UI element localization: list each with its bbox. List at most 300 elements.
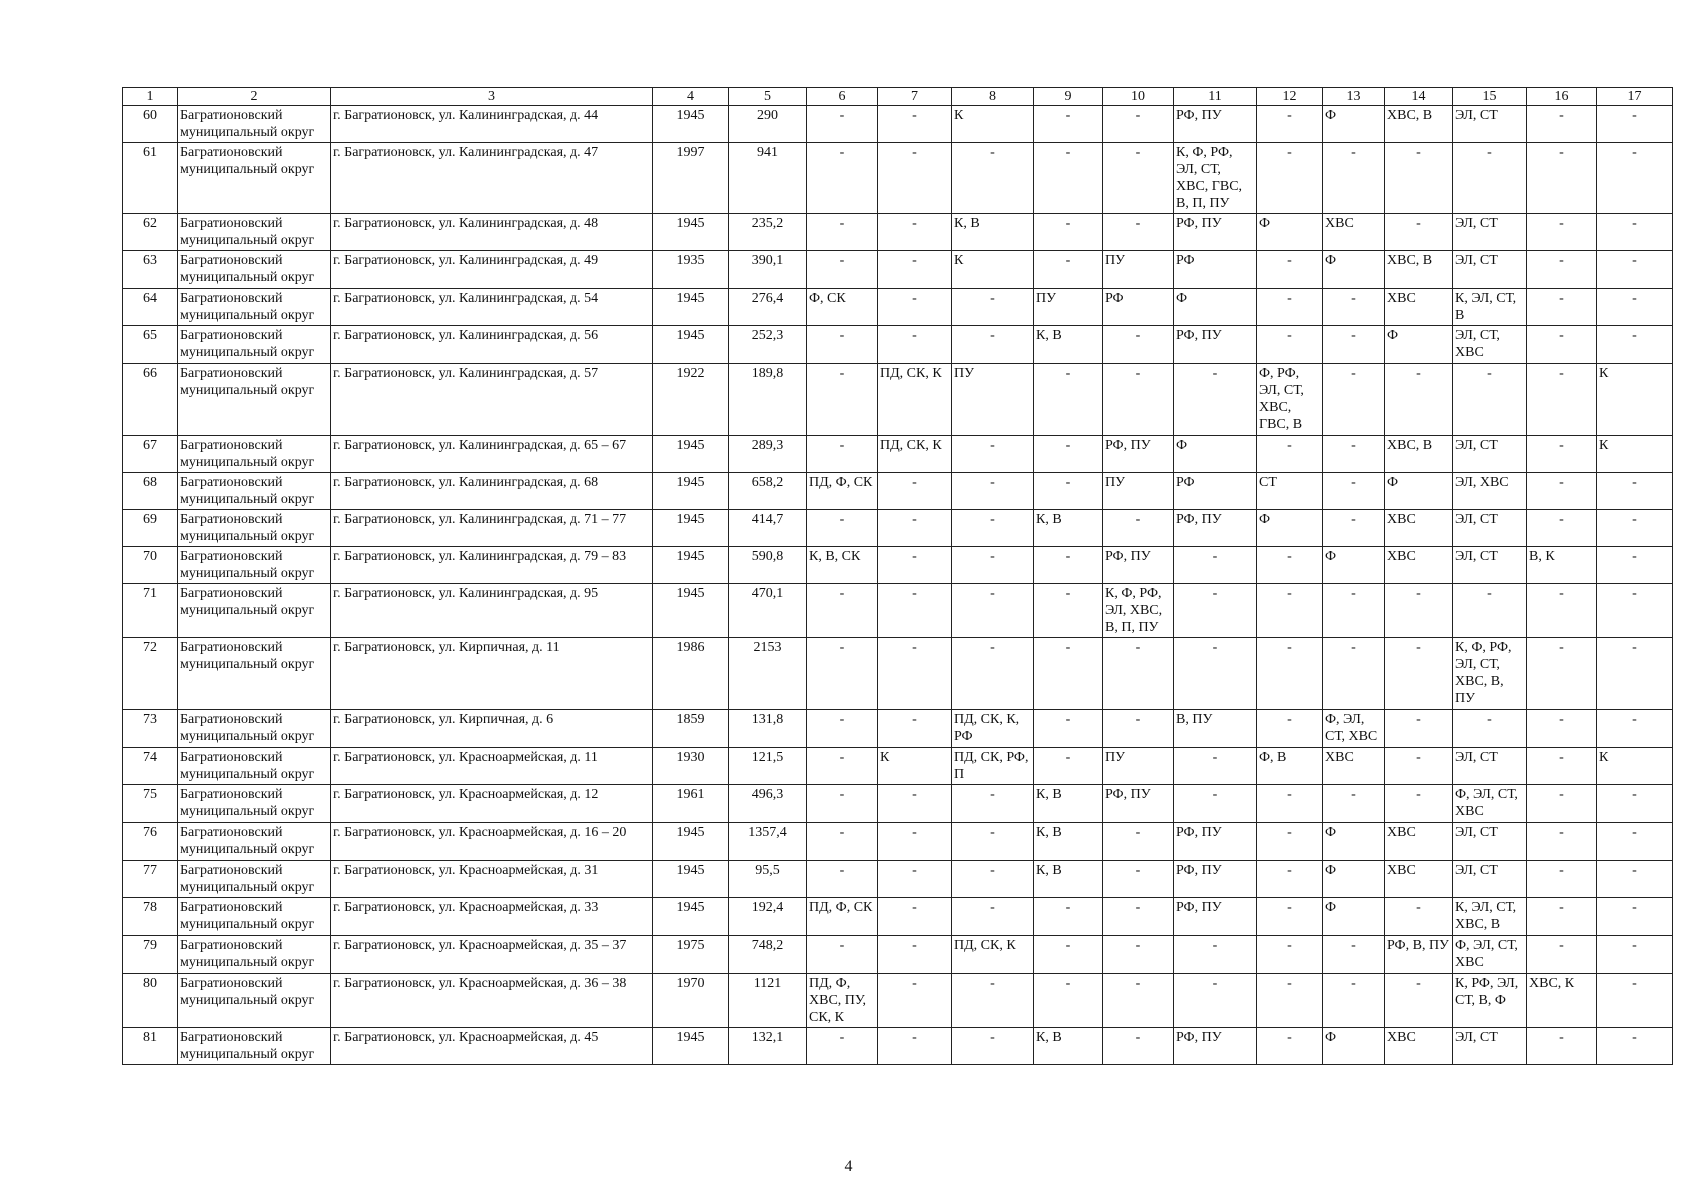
table-cell-col-1: 63 [123, 251, 178, 289]
table-cell-col-6: Ф, СК [807, 289, 878, 326]
table-cell-col-5: 496,3 [729, 785, 807, 823]
table-cell-col-10: РФ, ПУ [1103, 785, 1174, 823]
table-cell-col-3: г. Багратионовск, ул. Красноармейская, д. 16 – 20 [331, 823, 653, 861]
table-cell-col-8: - [952, 1028, 1034, 1065]
table-cell-col-14: - [1385, 898, 1453, 936]
table-cell-col-12: - [1257, 1028, 1323, 1065]
table-cell-col-6: - [807, 823, 878, 861]
table-cell-col-9: - [1034, 364, 1103, 436]
table-cell-col-8: ПД, СК, К, РФ [952, 710, 1034, 748]
column-number-3: 3 [331, 88, 653, 106]
table-cell-col-5: 131,8 [729, 710, 807, 748]
table-cell-col-15: ЭЛ, СТ [1453, 1028, 1527, 1065]
table-cell-col-10: - [1103, 214, 1174, 251]
table-cell-col-15: ЭЛ, ХВС [1453, 473, 1527, 510]
table-cell-col-10: - [1103, 823, 1174, 861]
table-cell-col-16: - [1527, 584, 1597, 638]
table-cell-col-6: - [807, 326, 878, 364]
table-cell-col-8: - [952, 326, 1034, 364]
table-cell-col-7: - [878, 214, 952, 251]
table-cell-col-13: ХВС [1323, 214, 1385, 251]
table-cell-col-11: К, Ф, РФ, ЭЛ, СТ, ХВС, ГВС, В, П, ПУ [1174, 143, 1257, 214]
table-cell-col-8: - [952, 473, 1034, 510]
table-cell-col-7: - [878, 710, 952, 748]
table-cell-col-1: 62 [123, 214, 178, 251]
table-cell-col-13: - [1323, 974, 1385, 1028]
table-cell-col-10: - [1103, 1028, 1174, 1065]
table-cell-col-7: - [878, 823, 952, 861]
table-cell-col-1: 77 [123, 861, 178, 898]
table-cell-col-12: СТ [1257, 473, 1323, 510]
table-cell-col-17: - [1597, 1028, 1673, 1065]
table-cell-col-3: г. Багратионовск, ул. Калининградская, д. 65 – 67 [331, 436, 653, 473]
table-row [123, 638, 1673, 710]
table-cell-col-4: 1945 [653, 326, 729, 364]
table-cell-col-4: 1945 [653, 898, 729, 936]
table-cell-col-6: - [807, 143, 878, 214]
table-cell-col-3: г. Багратионовск, ул. Калининградская, д. 95 [331, 584, 653, 638]
table-cell-col-12: - [1257, 436, 1323, 473]
table-cell-col-11: РФ, ПУ [1174, 1028, 1257, 1065]
table-row [123, 936, 1673, 974]
table-cell-col-2: Багратионовский муниципальный округ [178, 638, 331, 710]
table-cell-col-4: 1945 [653, 473, 729, 510]
table-row [123, 823, 1673, 861]
table-cell-col-10: РФ, ПУ [1103, 436, 1174, 473]
table-body [123, 106, 1673, 1065]
table-cell-col-17: К [1597, 436, 1673, 473]
table-cell-col-15: ЭЛ, СТ [1453, 748, 1527, 785]
table-cell-col-14: - [1385, 214, 1453, 251]
table-cell-col-1: 79 [123, 936, 178, 974]
table-cell-col-2: Багратионовский муниципальный округ [178, 861, 331, 898]
table-cell-col-16: - [1527, 898, 1597, 936]
table-cell-col-5: 252,3 [729, 326, 807, 364]
table-cell-col-2: Багратионовский муниципальный округ [178, 473, 331, 510]
table-cell-col-10: - [1103, 936, 1174, 974]
table-cell-col-5: 189,8 [729, 364, 807, 436]
table-cell-col-2: Багратионовский муниципальный округ [178, 584, 331, 638]
table-cell-col-1: 71 [123, 584, 178, 638]
table-cell-col-15: К, Ф, РФ, ЭЛ, СТ, ХВС, В, ПУ [1453, 638, 1527, 710]
table-cell-col-4: 1945 [653, 214, 729, 251]
table-cell-col-16: - [1527, 748, 1597, 785]
table-cell-col-10: - [1103, 638, 1174, 710]
table-cell-col-7: - [878, 326, 952, 364]
table-cell-col-12: - [1257, 326, 1323, 364]
table-cell-col-9: ПУ [1034, 289, 1103, 326]
table-cell-col-10: - [1103, 143, 1174, 214]
table-cell-col-1: 68 [123, 473, 178, 510]
table-cell-col-3: г. Багратионовск, ул. Калининградская, д. 56 [331, 326, 653, 364]
table-cell-col-1: 66 [123, 364, 178, 436]
table-cell-col-15: ЭЛ, СТ [1453, 214, 1527, 251]
table-cell-col-8: - [952, 823, 1034, 861]
table-cell-col-1: 76 [123, 823, 178, 861]
table-cell-col-17: - [1597, 106, 1673, 143]
table-cell-col-4: 1935 [653, 251, 729, 289]
table-cell-col-8: ПД, СК, К [952, 936, 1034, 974]
table-cell-col-12: - [1257, 638, 1323, 710]
table-cell-col-15: ЭЛ, СТ, ХВС [1453, 326, 1527, 364]
table-cell-col-17: - [1597, 936, 1673, 974]
table-cell-col-9: - [1034, 547, 1103, 584]
table-cell-col-7: - [878, 510, 952, 547]
table-cell-col-7: - [878, 861, 952, 898]
table-cell-col-8: - [952, 143, 1034, 214]
table-cell-col-11: РФ, ПУ [1174, 326, 1257, 364]
table-cell-col-13: - [1323, 436, 1385, 473]
table-cell-col-11: РФ, ПУ [1174, 510, 1257, 547]
table-cell-col-10: - [1103, 106, 1174, 143]
table-cell-col-13: - [1323, 584, 1385, 638]
table-cell-col-9: - [1034, 473, 1103, 510]
table-cell-col-4: 1945 [653, 823, 729, 861]
table-row [123, 214, 1673, 251]
table-cell-col-17: - [1597, 289, 1673, 326]
table-cell-col-10: ПУ [1103, 748, 1174, 785]
column-number-6: 6 [807, 88, 878, 106]
table-cell-col-17: - [1597, 510, 1673, 547]
table-row [123, 326, 1673, 364]
table-cell-col-14: ХВС [1385, 547, 1453, 584]
table-row [123, 748, 1673, 785]
table-cell-col-11: - [1174, 638, 1257, 710]
table-cell-col-16: - [1527, 289, 1597, 326]
column-number-15: 15 [1453, 88, 1527, 106]
table-cell-col-12: Ф, РФ, ЭЛ, СТ, ХВС, ГВС, В [1257, 364, 1323, 436]
table-cell-col-12: - [1257, 547, 1323, 584]
column-number-2: 2 [178, 88, 331, 106]
table-cell-col-5: 470,1 [729, 584, 807, 638]
table-cell-col-13: - [1323, 326, 1385, 364]
table-cell-col-9: К, В [1034, 510, 1103, 547]
table-cell-col-1: 64 [123, 289, 178, 326]
table-cell-col-4: 1930 [653, 748, 729, 785]
table-cell-col-11: - [1174, 974, 1257, 1028]
table-cell-col-13: - [1323, 289, 1385, 326]
table-row [123, 473, 1673, 510]
table-cell-col-15: ЭЛ, СТ [1453, 106, 1527, 143]
table-cell-col-10: - [1103, 898, 1174, 936]
table-cell-col-12: Ф [1257, 214, 1323, 251]
table-cell-col-14: - [1385, 143, 1453, 214]
table-cell-col-5: 132,1 [729, 1028, 807, 1065]
table-cell-col-8: - [952, 547, 1034, 584]
table-cell-col-15: К, РФ, ЭЛ, СТ, В, Ф [1453, 974, 1527, 1028]
table-cell-col-15: ЭЛ, СТ [1453, 547, 1527, 584]
table-cell-col-7: - [878, 143, 952, 214]
table-cell-col-4: 1945 [653, 289, 729, 326]
table-cell-col-10: К, Ф, РФ, ЭЛ, ХВС, В, П, ПУ [1103, 584, 1174, 638]
table-cell-col-16: - [1527, 473, 1597, 510]
table-cell-col-7: ПД, СК, К [878, 436, 952, 473]
table-cell-col-16: - [1527, 214, 1597, 251]
header-row [123, 88, 1673, 106]
table-cell-col-9: - [1034, 214, 1103, 251]
table-cell-col-3: г. Багратионовск, ул. Калининградская, д. 49 [331, 251, 653, 289]
table-cell-col-9: К, В [1034, 785, 1103, 823]
document-sheet [122, 87, 1672, 1065]
table-cell-col-2: Багратионовский муниципальный округ [178, 436, 331, 473]
table-cell-col-16: - [1527, 251, 1597, 289]
table-cell-col-1: 74 [123, 748, 178, 785]
table-cell-col-8: К [952, 251, 1034, 289]
table-cell-col-7: - [878, 898, 952, 936]
table-cell-col-15: - [1453, 584, 1527, 638]
table-cell-col-8: - [952, 510, 1034, 547]
table-cell-col-4: 1945 [653, 436, 729, 473]
table-cell-col-13: Ф [1323, 823, 1385, 861]
table-cell-col-5: 658,2 [729, 473, 807, 510]
table-cell-col-6: - [807, 214, 878, 251]
table-cell-col-4: 1970 [653, 974, 729, 1028]
table-cell-col-14: - [1385, 974, 1453, 1028]
table-cell-col-7: - [878, 638, 952, 710]
table-row [123, 584, 1673, 638]
table-cell-col-15: - [1453, 143, 1527, 214]
table-cell-col-3: г. Багратионовск, ул. Красноармейская, д. 36 – 38 [331, 974, 653, 1028]
table-cell-col-16: - [1527, 785, 1597, 823]
table-cell-col-1: 72 [123, 638, 178, 710]
table-cell-col-4: 1945 [653, 106, 729, 143]
table-cell-col-17: - [1597, 326, 1673, 364]
table-cell-col-14: ХВС [1385, 510, 1453, 547]
table-cell-col-14: - [1385, 785, 1453, 823]
table-cell-col-9: - [1034, 638, 1103, 710]
table-row [123, 510, 1673, 547]
table-cell-col-1: 69 [123, 510, 178, 547]
column-number-14: 14 [1385, 88, 1453, 106]
table-cell-col-8: - [952, 974, 1034, 1028]
table-cell-col-17: - [1597, 473, 1673, 510]
table-cell-col-14: ХВС [1385, 1028, 1453, 1065]
table-cell-col-9: К, В [1034, 1028, 1103, 1065]
table-row [123, 861, 1673, 898]
table-cell-col-5: 2153 [729, 638, 807, 710]
table-cell-col-3: г. Багратионовск, ул. Красноармейская, д. 45 [331, 1028, 653, 1065]
table-cell-col-13: - [1323, 510, 1385, 547]
table-cell-col-17: - [1597, 710, 1673, 748]
table-cell-col-3: г. Багратионовск, ул. Кирпичная, д. 11 [331, 638, 653, 710]
page-number: 4 [844, 1158, 853, 1175]
table-cell-col-17: - [1597, 974, 1673, 1028]
table-cell-col-16: - [1527, 510, 1597, 547]
table-cell-col-9: К, В [1034, 326, 1103, 364]
table-cell-col-15: ЭЛ, СТ [1453, 251, 1527, 289]
table-row [123, 974, 1673, 1028]
column-number-10: 10 [1103, 88, 1174, 106]
table-cell-col-2: Багратионовский муниципальный округ [178, 214, 331, 251]
table-cell-col-4: 1975 [653, 936, 729, 974]
table-cell-col-6: ПД, Ф, ХВС, ПУ, СК, К [807, 974, 878, 1028]
table-cell-col-11: - [1174, 785, 1257, 823]
table-cell-col-8: К, В [952, 214, 1034, 251]
table-cell-col-14: - [1385, 584, 1453, 638]
table-cell-col-5: 121,5 [729, 748, 807, 785]
table-cell-col-16: - [1527, 364, 1597, 436]
table-cell-col-10: - [1103, 326, 1174, 364]
column-number-8: 8 [952, 88, 1034, 106]
table-cell-col-9: - [1034, 143, 1103, 214]
table-cell-col-11: РФ, ПУ [1174, 898, 1257, 936]
table-cell-col-2: Багратионовский муниципальный округ [178, 251, 331, 289]
table-cell-col-14: - [1385, 638, 1453, 710]
table-cell-col-3: г. Багратионовск, ул. Красноармейская, д. 35 – 37 [331, 936, 653, 974]
table-cell-col-16: - [1527, 436, 1597, 473]
table-cell-col-2: Багратионовский муниципальный округ [178, 974, 331, 1028]
table-cell-col-14: ХВС [1385, 861, 1453, 898]
table-cell-col-9: К, В [1034, 823, 1103, 861]
table-cell-col-6: - [807, 584, 878, 638]
table-cell-col-15: Ф, ЭЛ, СТ, ХВС [1453, 936, 1527, 974]
column-number-9: 9 [1034, 88, 1103, 106]
table-cell-col-11: - [1174, 547, 1257, 584]
table-cell-col-2: Багратионовский муниципальный округ [178, 936, 331, 974]
column-number-16: 16 [1527, 88, 1597, 106]
table-cell-col-14: - [1385, 748, 1453, 785]
column-number-12: 12 [1257, 88, 1323, 106]
table-cell-col-6: К, В, СК [807, 547, 878, 584]
table-cell-col-1: 78 [123, 898, 178, 936]
table-cell-col-13: Ф [1323, 1028, 1385, 1065]
table-cell-col-13: - [1323, 785, 1385, 823]
table-cell-col-5: 192,4 [729, 898, 807, 936]
table-cell-col-11: - [1174, 936, 1257, 974]
table-cell-col-4: 1945 [653, 584, 729, 638]
table-cell-col-2: Багратионовский муниципальный округ [178, 748, 331, 785]
table-cell-col-3: г. Багратионовск, ул. Калининградская, д. 48 [331, 214, 653, 251]
table-cell-col-5: 289,3 [729, 436, 807, 473]
table-cell-col-5: 590,8 [729, 547, 807, 584]
table-cell-col-13: Ф [1323, 251, 1385, 289]
table-cell-col-1: 75 [123, 785, 178, 823]
table-cell-col-2: Багратионовский муниципальный округ [178, 326, 331, 364]
table-cell-col-16: ХВС, К [1527, 974, 1597, 1028]
table-cell-col-6: - [807, 251, 878, 289]
table-cell-col-16: - [1527, 1028, 1597, 1065]
table-cell-col-16: - [1527, 861, 1597, 898]
table-cell-col-13: - [1323, 143, 1385, 214]
table-cell-col-6: - [807, 364, 878, 436]
table-cell-col-9: - [1034, 106, 1103, 143]
table-cell-col-6: ПД, Ф, СК [807, 898, 878, 936]
table-cell-col-13: Ф [1323, 106, 1385, 143]
column-number-5: 5 [729, 88, 807, 106]
table-cell-col-5: 95,5 [729, 861, 807, 898]
column-number-4: 4 [653, 88, 729, 106]
column-number-13: 13 [1323, 88, 1385, 106]
table-cell-col-16: - [1527, 823, 1597, 861]
column-number-11: 11 [1174, 88, 1257, 106]
table-cell-col-5: 290 [729, 106, 807, 143]
table-cell-col-9: - [1034, 251, 1103, 289]
table-cell-col-12: - [1257, 974, 1323, 1028]
table-cell-col-11: РФ [1174, 473, 1257, 510]
table-cell-col-6: - [807, 748, 878, 785]
table-cell-col-16: - [1527, 326, 1597, 364]
table-cell-col-3: г. Багратионовск, ул. Калининградская, д. 79 – 83 [331, 547, 653, 584]
table-cell-col-1: 60 [123, 106, 178, 143]
table-cell-col-13: - [1323, 638, 1385, 710]
table-cell-col-14: ХВС, В [1385, 251, 1453, 289]
table-cell-col-16: - [1527, 936, 1597, 974]
table-cell-col-6: - [807, 936, 878, 974]
table-cell-col-14: - [1385, 710, 1453, 748]
table-cell-col-7: - [878, 547, 952, 584]
table-cell-col-11: В, ПУ [1174, 710, 1257, 748]
table-cell-col-13: - [1323, 936, 1385, 974]
table-row [123, 289, 1673, 326]
table-cell-col-13: Ф [1323, 861, 1385, 898]
table-cell-col-2: Багратионовский муниципальный округ [178, 106, 331, 143]
table-cell-col-6: - [807, 1028, 878, 1065]
table-cell-col-4: 1945 [653, 547, 729, 584]
table-cell-col-8: - [952, 638, 1034, 710]
table-cell-col-17: - [1597, 547, 1673, 584]
table-cell-col-2: Багратионовский муниципальный округ [178, 823, 331, 861]
table-cell-col-12: - [1257, 584, 1323, 638]
table-cell-col-9: - [1034, 898, 1103, 936]
table-cell-col-1: 81 [123, 1028, 178, 1065]
table-cell-col-10: - [1103, 861, 1174, 898]
table-cell-col-6: - [807, 785, 878, 823]
table-cell-col-3: г. Багратионовск, ул. Калининградская, д. 47 [331, 143, 653, 214]
table-cell-col-12: Ф, В [1257, 748, 1323, 785]
table-cell-col-12: Ф [1257, 510, 1323, 547]
column-number-17: 17 [1597, 88, 1673, 106]
table-cell-col-5: 390,1 [729, 251, 807, 289]
table-cell-col-6: - [807, 106, 878, 143]
table-cell-col-15: - [1453, 364, 1527, 436]
table-cell-col-17: - [1597, 143, 1673, 214]
table-row [123, 785, 1673, 823]
table-cell-col-1: 67 [123, 436, 178, 473]
table-cell-col-3: г. Багратионовск, ул. Красноармейская, д. 31 [331, 861, 653, 898]
table-cell-col-2: Багратионовский муниципальный округ [178, 547, 331, 584]
table-cell-col-8: - [952, 436, 1034, 473]
table-row [123, 898, 1673, 936]
table-cell-col-2: Багратионовский муниципальный округ [178, 364, 331, 436]
table-cell-col-8: - [952, 584, 1034, 638]
table-cell-col-16: В, К [1527, 547, 1597, 584]
table-cell-col-8: К [952, 106, 1034, 143]
table-cell-col-1: 61 [123, 143, 178, 214]
table-cell-col-5: 276,4 [729, 289, 807, 326]
table-cell-col-4: 1945 [653, 1028, 729, 1065]
table-cell-col-4: 1997 [653, 143, 729, 214]
table-cell-col-13: ХВС [1323, 748, 1385, 785]
table-cell-col-10: - [1103, 710, 1174, 748]
table-cell-col-15: К, ЭЛ, СТ, В [1453, 289, 1527, 326]
table-cell-col-13: Ф [1323, 898, 1385, 936]
table-cell-col-1: 73 [123, 710, 178, 748]
table-cell-col-13: Ф, ЭЛ, СТ, ХВС [1323, 710, 1385, 748]
table-cell-col-2: Багратионовский муниципальный округ [178, 143, 331, 214]
table-cell-col-9: - [1034, 436, 1103, 473]
table-cell-col-6: ПД, Ф, СК [807, 473, 878, 510]
table-cell-col-11: - [1174, 748, 1257, 785]
table-cell-col-17: - [1597, 785, 1673, 823]
table-cell-col-12: - [1257, 289, 1323, 326]
table-cell-col-3: г. Багратионовск, ул. Красноармейская, д. 11 [331, 748, 653, 785]
table-cell-col-4: 1945 [653, 510, 729, 547]
table-cell-col-17: К [1597, 364, 1673, 436]
table-cell-col-11: Ф [1174, 436, 1257, 473]
table-cell-col-10: - [1103, 510, 1174, 547]
table-cell-col-17: - [1597, 898, 1673, 936]
table-cell-col-3: г. Багратионовск, ул. Калининградская, д. 54 [331, 289, 653, 326]
